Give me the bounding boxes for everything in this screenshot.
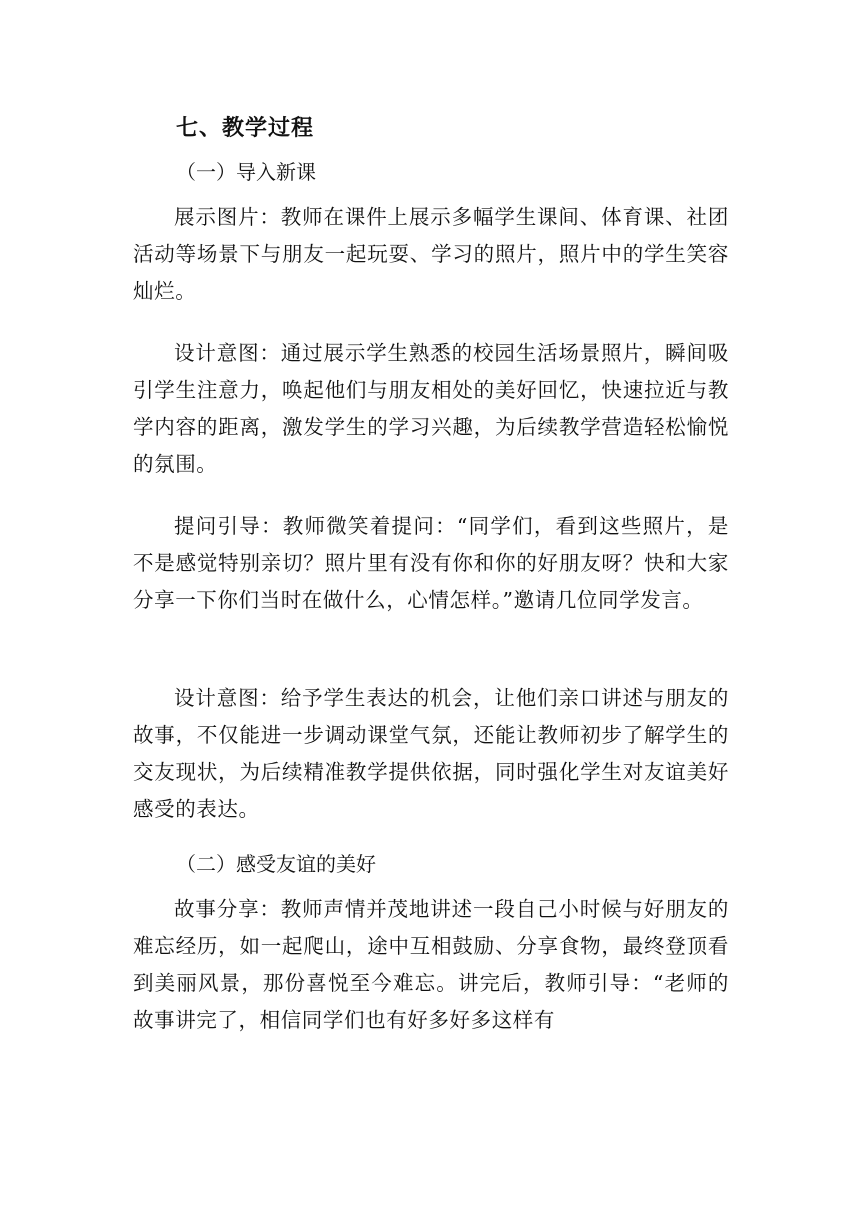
subsection-title-friendship: （二）感受友谊的美好 xyxy=(176,852,376,876)
section-title: 七、教学过程 xyxy=(176,115,315,141)
paragraph-story-sharing: 故事分享：教师声情并茂地讲述一段自己小时候与好朋友的难忘经历，如一起爬山，途中互相鼓励、分享食物，最终登顶看到美丽风景，那份喜悦至今难忘。讲完后，教师引导：“老师的故事讲完了，相信同学们也有好多好多这样有 xyxy=(133,897,729,1032)
paragraph-design-intent-1: 设计意图：通过展示学生熟悉的校园生活场景照片，瞬间吸引学生注意力，唤起他们与朋友相处的美好回忆，快速拉近与教学内容的距离，激发学生的学习兴趣，为后续教学营造轻松愉悦的氛围。 xyxy=(133,341,729,476)
paragraph-show-pictures: 展示图片：教师在课件上展示多幅学生课间、体育课、社团活动等场景下与朋友一起玩耍、学习的照片，照片中的学生笑容灿烂。 xyxy=(133,205,729,303)
subsection-title-intro: （一）导入新课 xyxy=(176,160,316,184)
paragraph-question-guide: 提问引导：教师微笑着提问：“同学们，看到这些照片，是不是感觉特别亲切？照片里有没有你和你的好朋友呀？快和大家分享一下你们当时在做什么，心情怎样。”邀请几位同学发言。 xyxy=(133,514,729,612)
paragraph-design-intent-2: 设计意图：给予学生表达的机会，让他们亲口讲述与朋友的故事，不仅能进一步调动课堂气氛，还能让教师初步了解学生的交友现状，为后续精准教学提供依据，同时强化学生对友谊美好感受的表达。 xyxy=(133,686,729,821)
